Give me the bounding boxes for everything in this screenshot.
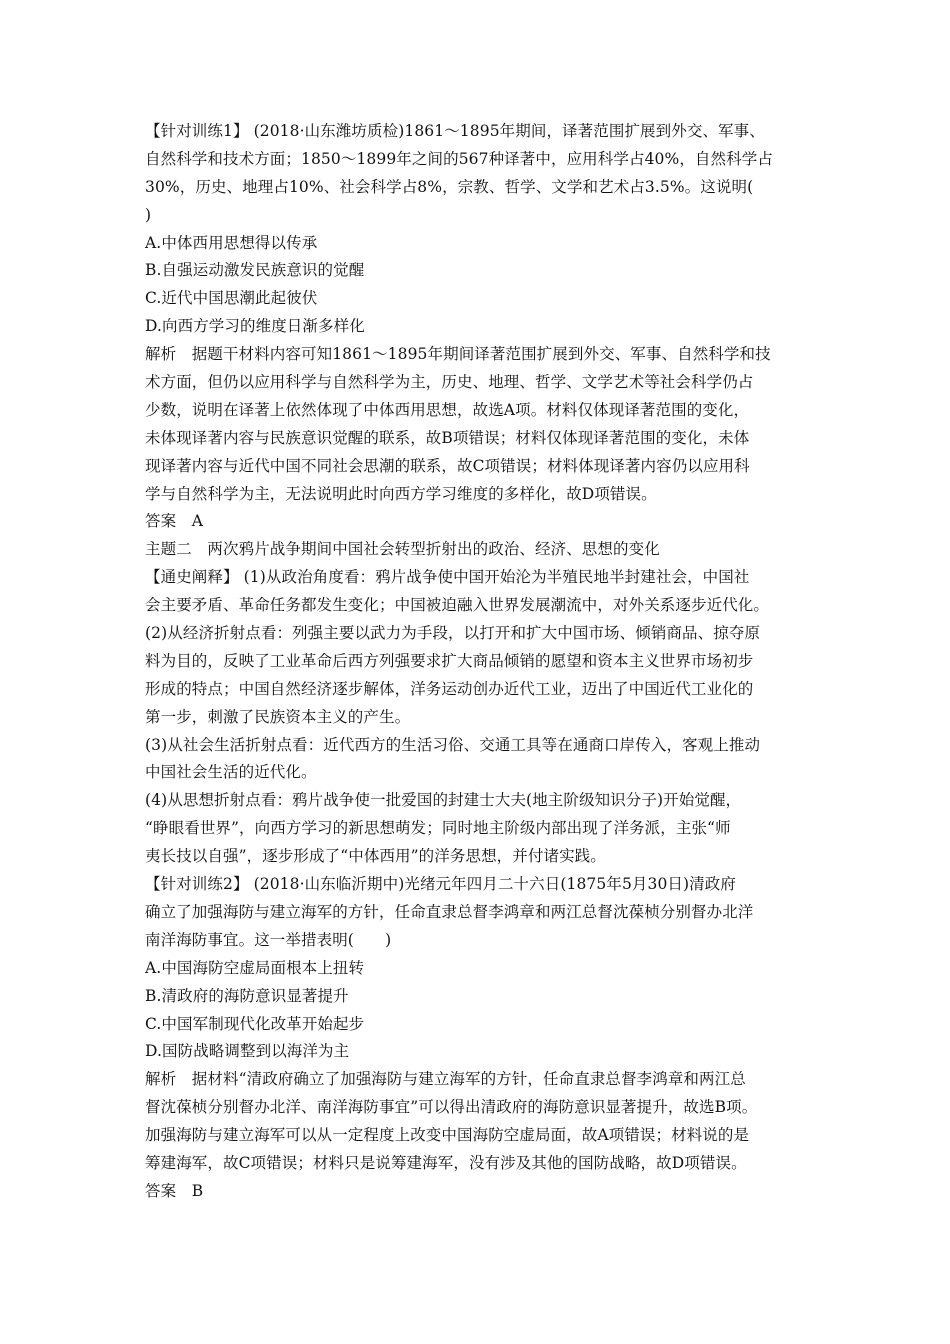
option-d: D.国防战略调整到以海洋为主 <box>145 1042 350 1061</box>
option-b: B.自强运动激发民族意识的觉醒 <box>145 261 365 280</box>
analysis-line: 术方面，但仍以应用科学与自然科学为主，历史、地理、哲学、文学艺术等社会科学仍占 <box>145 373 754 392</box>
analysis-line: 少数，说明在译著上依然体现了中体西用思想，故选A项。材料仅体现译著范围的变化， <box>145 400 750 419</box>
option-c: C.近代中国思潮此起彼伏 <box>145 289 318 308</box>
analysis-line: 解析 据题干材料内容可知1861～1895年期间译著范围扩展到外交、军事、自然科学和技 <box>145 345 771 364</box>
explanation-line: 第一步，刺激了民族资本主义的产生。 <box>145 707 411 726</box>
explanation-line: (4)从思想折射点看：鸦片战争使一批爱国的封建士大夫(地主阶级知识分子)开始觉醒， <box>145 791 742 810</box>
analysis-line: 现译著内容与近代中国不同社会思潮的联系，故C项错误；材料体现译著内容仍以应用科 <box>145 456 750 475</box>
training-1-analysis <box>145 341 813 508</box>
analysis-line: 未体现译著内容与民族意识觉醒的联系，故B项错误；材料仅体现译著范围的变化，未体 <box>145 428 750 447</box>
question-line: ) <box>145 205 152 224</box>
option-a: A.中国海防空虚局面根本上扭转 <box>145 958 365 977</box>
question-line: 南洋海防事宜。这一举措表明( ) <box>145 930 392 949</box>
option-a: A.中体西用思想得以传承 <box>145 233 318 252</box>
option-b: B.清政府的海防意识显著提升 <box>145 986 349 1005</box>
explanation-line: 中国社会生活的近代化。 <box>145 763 317 782</box>
explanation-line: 料为目的，反映了工业革命后西方列强要求扩大商品倾销的愿望和资本主义世界市场初步 <box>145 651 754 670</box>
explanation-line: 【通史阐释】 (1)从政治角度看：鸦片战争使中国开始沦为半殖民地半封建社会，中国社 <box>145 568 750 587</box>
question-line: 自然科学和技术方面；1850～1899年之间的567种译著中，应用科学占40%，自然科学占 <box>145 149 773 168</box>
analysis-line: 学与自然科学为主，无法说明此时向西方学习维度的多样化，故D项错误。 <box>145 484 657 503</box>
explanation-line: (3)从社会生活折射点看：近代西方的生活习俗、交通工具等在通商口岸传入，客观上推动 <box>145 735 761 754</box>
topic-2-explanation <box>145 564 813 871</box>
question-line: 【针对训练1】 (2018·山东潍坊质检)1861～1895年期间，译著范围扩展到外交、军事、 <box>145 122 765 140</box>
analysis-line: 筹建海军，故C项错误；材料只是说筹建海军，没有涉及其他的国防战略，故D项错误。 <box>145 1153 747 1172</box>
training-1-options <box>145 230 813 342</box>
training-2-options <box>145 955 813 1067</box>
training-1-answer: 答案 A <box>145 512 204 531</box>
training-1-question <box>145 118 813 230</box>
question-line: 确立了加强海防与建立海军的方针，任命直隶总督李鸿章和两江总督沈葆桢分别督办北洋 <box>145 902 754 921</box>
training-2-answer: 答案 B <box>145 1181 204 1200</box>
analysis-line: 督沈葆桢分别督办北洋、南洋海防事宜”可以得出清政府的海防意识显著提升，故选B项。 <box>145 1098 758 1117</box>
training-2-question <box>145 871 813 955</box>
analysis-line: 解析 据材料“清政府确立了加强海防与建立海军的方针，任命直隶总督李鸿章和两江总 <box>145 1070 746 1089</box>
explanation-line: “睁眼看世界”，向西方学习的新思想萌发；同时地主阶级内部出现了洋务派，主张“师 <box>145 819 731 838</box>
option-c: C.中国军制现代化改革开始起步 <box>145 1014 365 1033</box>
question-line: 30%，历史、地理占10%、社会科学占8%，宗教、哲学、文学和艺术占3.5%。这说明( <box>145 177 754 196</box>
explanation-line: 形成的特点；中国自然经济逐步解体，洋务运动创办近代工业，迈出了中国近代工业化的 <box>145 679 754 698</box>
document-page <box>145 118 813 1206</box>
analysis-line: 加强海防与建立海军可以从一定程度上改变中国海防空虚局面，故A项错误；材料说的是 <box>145 1126 750 1145</box>
training-2-analysis <box>145 1066 813 1178</box>
explanation-line: (2)从经济折射点看：列强主要以武力为手段，以打开和扩大中国市场、倾销商品、掠夺原 <box>145 624 761 643</box>
explanation-line: 会主要矛盾、革命任务都发生变化；中国被迫融入世界发展潮流中，对外关系逐步近代化。 <box>145 596 770 615</box>
topic-2-title: 主题二 两次鸦片战争期间中国社会转型折射出的政治、经济、思想的变化 <box>145 540 660 559</box>
option-d: D.向西方学习的维度日渐多样化 <box>145 317 365 336</box>
question-line: 【针对训练2】 (2018·山东临沂期中)光绪元年四月二十六日(1875年5月30日)清政府 <box>145 875 736 894</box>
explanation-line: 夷长技以自强”，逐步形成了“中体西用”的洋务思想，并付诸实践。 <box>145 847 606 866</box>
